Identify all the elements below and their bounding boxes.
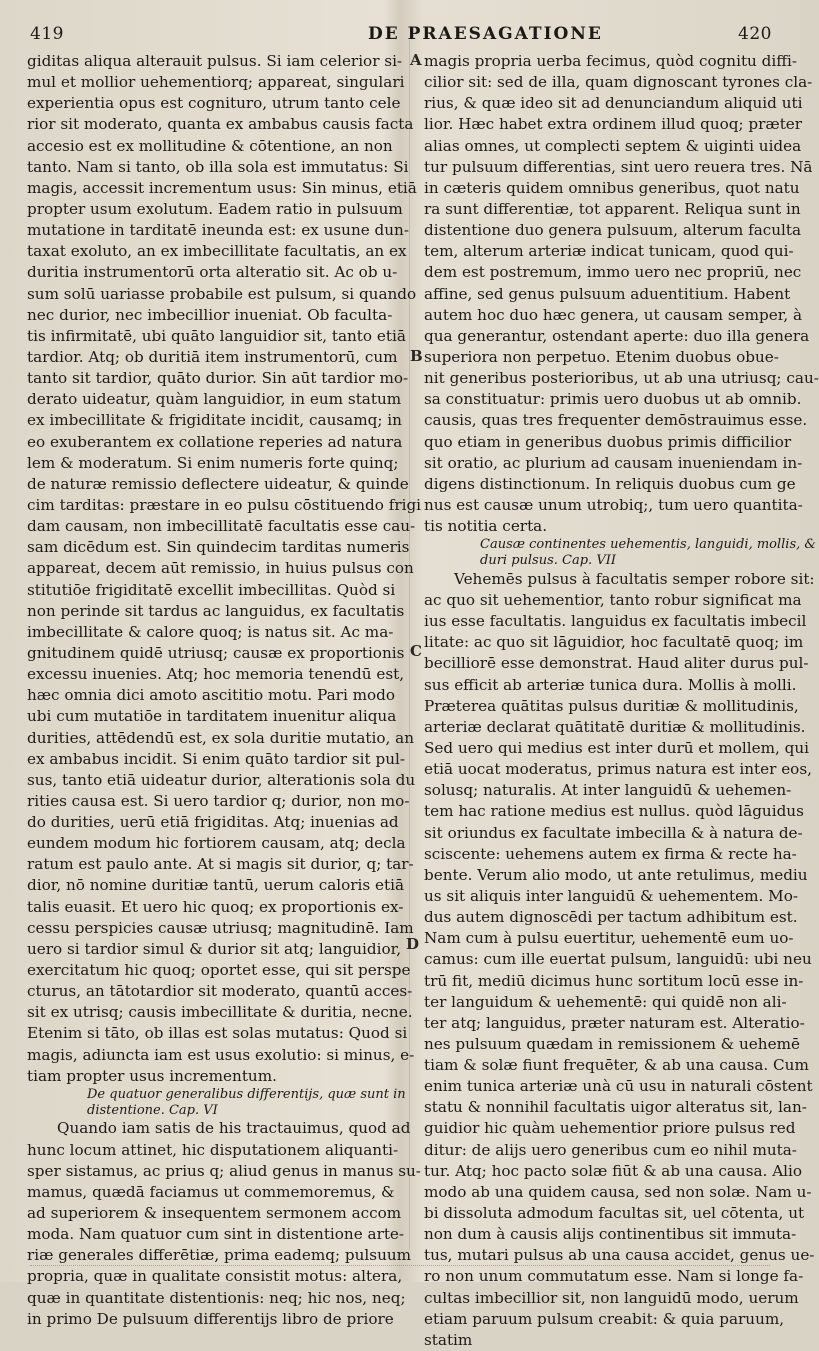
chapter-caption: Causæ continentes uehementis, languidi, mollis, & (480, 537, 816, 553)
text-line: bente. Verum alio modo, ut ante retulimus, mediu (424, 865, 808, 884)
text-line: affine, sed genus pulsuum aduentitium. Habent (424, 284, 791, 303)
text-line: moda. Nam quatuor cum sint in distentione arte- (27, 1225, 405, 1244)
text-line: ter atq; languidus, præter naturam est. Alteratio- (424, 1013, 805, 1032)
bottom-show-through (30, 1265, 770, 1276)
text-line: uero si tardior simul & durior sit atq; languidior, (27, 939, 402, 958)
text-line: de naturæ remissio deflectere uideatur, & quinde (27, 474, 409, 493)
running-header (30, 24, 772, 50)
text-line: bi dissoluta admodum facultas sit, uel cōtenta, ut (424, 1204, 805, 1223)
text-line: tiam & solæ fiunt frequēter, & ab una causa. Cum (424, 1056, 809, 1075)
text-line: becilliorē esse demonstrat. Haud aliter durus pul- (424, 654, 809, 673)
text-line: ad superiorem & insequentem sermonem accom (27, 1204, 402, 1223)
text-line: cilior sit: sed de illa, quam dignoscant tyrones cla- (424, 73, 813, 92)
text-line: cim tarditas: præstare in eo pulsu cōstituendo frigi (27, 495, 422, 514)
text-line: dior, nō nomine duritiæ tantū, uerum caloris etiā (27, 876, 405, 895)
text-line: litate: ac quo sit lāguidior, hoc facultatē quoq; im (424, 633, 804, 652)
text-line: tanto sit tardior, quāto durior. Sin aūt tardior mo- (27, 369, 409, 388)
text-line: statim (424, 1330, 473, 1349)
text-line: ex ambabus incidit. Si enim quāto tardior sit pul- (27, 749, 405, 768)
text-line: imbecillitate & calore quoq; is natus sit. Ac ma- (27, 622, 394, 641)
text-line: tiam propter usus incrementum. (27, 1066, 277, 1085)
running-head-title: DE PRAESAGATIONE (368, 24, 603, 44)
text-line: rius, & quæ ideo sit ad denunciandum aliquid uti (424, 94, 803, 113)
text-line: cessu perspicies causæ utriusq; magnitudinē. Iam (27, 918, 414, 937)
text-line: lior. Hæc habet extra ordinem illud quoq; præter (424, 115, 803, 134)
chapter-caption: De quatuor generalibus differentijs, quæ sunt in (87, 1086, 406, 1102)
text-line: mamus, quædā faciamus ut commemoremus, & (27, 1182, 395, 1201)
chapter-caption: duri pulsus. Cap. VII (480, 553, 616, 569)
text-line: magis, adiuncta iam est usus exolutio: si minus, e- (27, 1045, 415, 1064)
text-line: cultas imbecillior sit, non languidū modo, uerum (424, 1288, 799, 1307)
text-line: camus: cum ille euertat pulsum, languidū: ubi neu (424, 950, 812, 969)
text-line: enim tunica arteriæ unà cū usu in naturali cōstent (424, 1077, 813, 1096)
text-line: dus autem dignoscēdi per tactum adhibitum est. (424, 908, 798, 927)
text-line: in primo De pulsuum differentijs libro de priore (27, 1309, 394, 1328)
text-line: riæ generales differētiæ, prima eademq; pulsuum (27, 1246, 412, 1265)
text-line: causis, quas tres frequenter demōstrauimus esse. (424, 411, 808, 430)
chapter-caption: distentione. Cap. VI (87, 1102, 218, 1118)
text-line: excessu inuenies. Atq; hoc memoria tenendū est, (27, 665, 405, 684)
text-line: sus efficit ab arteriæ tunica dura. Mollis à molli. (424, 675, 797, 694)
text-line: ditur: de alijs uero generibus cum eo nihil muta- (424, 1140, 797, 1159)
margin-letter-a: A (410, 51, 422, 69)
text-line: etiā uocat moderatus, primus natura est inter eos, (424, 760, 812, 779)
text-line: sit oratio, ac plurium ad causam inueniendam in- (424, 453, 803, 472)
text-line: hunc locum attinet, hic disputationem aliquanti- (27, 1140, 399, 1159)
text-line: qua generantur, ostendant aperte: duo illa genera (424, 326, 810, 345)
text-line: nes pulsuum quædam in remissionem & uehemē (424, 1034, 800, 1053)
text-line: Præterea quātitas pulsus duritiæ & mollitudinis, (424, 696, 799, 715)
text-line: nit generibus posterioribus, ut ab una utriusq; cau- (424, 369, 819, 388)
text-line: ac quo sit uehementior, tanto robur significat ma (424, 590, 802, 609)
text-line: sit oriundus ex facultate imbecilla & à natura de- (424, 823, 803, 842)
text-line: ius esse facultatis. languidus ex facultatis imbecil (424, 612, 807, 631)
text-line: stitutiōe frigiditatē excellit imbecillitas. Quòd si (27, 580, 396, 599)
text-line: tus, mutari pulsus ab una causa accidet, genus ue- (424, 1246, 815, 1265)
text-line: sciscente: uehemens autem ex firma & recte ha- (424, 844, 797, 863)
text-line: quo etiam in generibus duobus primis difficilior (424, 432, 792, 451)
text-line: taxat exoluto, an ex imbecillitate facultatis, an ex (27, 242, 407, 261)
text-line: tur pulsuum differentias, sint uero reuera tres. Nā (424, 157, 813, 176)
text-line: tanto. Nam si tanto, ob illa sola est immutatus: Si (27, 157, 409, 176)
text-line: tem hac ratione medius est nullus. quòd lāguidus (424, 802, 804, 821)
text-line: ratum est paulo ante. At si magis sit durior, q; tar- (27, 855, 414, 874)
text-line: sper sistamus, ac prius q; aliud genus in manus su- (27, 1161, 421, 1180)
text-line: dam causam, non imbecillitatē facultatis esse cau- (27, 517, 416, 536)
text-line: do durities, uerū etiā frigiditas. Atq; inuenias ad (27, 813, 399, 832)
text-line: rior sit moderato, quanta ex ambabus causis facta (27, 115, 414, 134)
text-line: Nam cum à pulsu euertitur, uehementē eum uo- (424, 929, 794, 948)
text-line: superiora non perpetuo. Etenim duobus obue- (424, 347, 779, 366)
margin-letter-b: B (410, 347, 423, 365)
text-line: dem est postremum, immo uero nec propriū, nec (424, 263, 802, 282)
text-line: statu & nonnihil facultatis uigor alteratus sit, lan- (424, 1098, 807, 1117)
text-line: trū fit, mediū dicimus hunc sortitum locū esse in- (424, 971, 804, 990)
text-line: ro non unum commutatum esse. Nam si longe fa- (424, 1267, 804, 1286)
text-line: Etenim si tāto, ob illas est solas mutatus: Quod si (27, 1024, 408, 1043)
text-line: Quando iam satis de his tractauimus, quod ad (57, 1119, 411, 1138)
text-line: tem, alterum arteriæ indicat tunicam, quod qui- (424, 242, 794, 261)
margin-letter-c: C (410, 642, 422, 660)
text-line: durities, attēdendū est, ex sola duritie mutatio, an (27, 728, 415, 747)
text-line: giditas aliqua alterauit pulsus. Si iam celerior si- (27, 52, 403, 70)
text-line: sam dicēdum est. Sin quindecim tarditas numeris (27, 538, 410, 557)
text-line: in cæteris quidem omnibus generibus, quot natu (424, 178, 800, 197)
text-line: ter languidum & uehementē: qui quidē non ali- (424, 992, 787, 1011)
text-line: modo ab una quidem causa, sed non solæ. Nam u- (424, 1182, 812, 1201)
text-line: nus est causæ unum utrobiq;, tum uero quantita- (424, 495, 803, 514)
right-text-column (424, 51, 819, 1351)
text-line: rities causa est. Si uero tardior q; durior, non mo- (27, 791, 410, 810)
text-line: alias omnes, ut complecti septem & uiginti uidea (424, 136, 802, 155)
text-line: derato uideatur, quàm languidior, in eum statum (27, 390, 402, 409)
text-line: cturus, an tātotardior sit moderato, quantū acces- (27, 982, 413, 1001)
text-line: hæc omnia dici amoto ascititio motu. Pari modo (27, 686, 396, 705)
text-line: distentione duo genera pulsuum, alterum faculta (424, 221, 802, 240)
text-line: sa constituatur: primis uero duobus ut ab omnib. (424, 390, 802, 409)
page-number-left: 419 (30, 24, 64, 44)
text-line: guidior hic quàm uehementior priore pulsus red (424, 1119, 796, 1138)
text-line: talis euasit. Et uero hic quoq; ex proportionis ex- (27, 897, 404, 916)
text-line: eo exuberantem ex collatione reperies ad natura (27, 432, 403, 451)
text-line: digens distinctionum. In reliquis duobus cum ge (424, 474, 796, 493)
text-line: appareat, decem aūt remissio, in huius pulsus con (27, 559, 414, 578)
text-line: lem & moderatum. Si enim numeris forte quinq; (27, 453, 399, 472)
page-number-right: 420 (738, 24, 772, 44)
text-line: magis, accessit incrementum usus: Sin minus, etiā (27, 178, 417, 197)
text-line: magis propria uerba fecimus, quòd cognitu diffi- (424, 52, 798, 70)
text-line: autem hoc duo hæc genera, ut causam semper, à (424, 305, 803, 324)
text-line: non dum à causis alijs continentibus sit immuta- (424, 1225, 797, 1244)
text-line: gnitudinem quidē utriusq; causæ ex proportionis (27, 643, 405, 662)
text-line: exercitatum hic quoq; oportet esse, qui sit perspe (27, 961, 411, 980)
text-line: Vehemēs pulsus à facultatis semper robore sit: (454, 569, 815, 588)
text-line: propter usum exolutum. Eadem ratio in pulsuum (27, 199, 403, 218)
text-line: sit ex utrisq; causis imbecillitate & duritia, necne. (27, 1003, 413, 1022)
text-line: non perinde sit tardus ac languidus, ex facultatis (27, 601, 405, 620)
text-line: quæ in quantitate distentionis: neq; hic nos, neq; (27, 1288, 406, 1307)
margin-letter-d: D (406, 935, 420, 953)
text-line: sum solū uariasse probabile est pulsum, si quando (27, 284, 417, 303)
text-line: mul et mollior uehementiorq; appareat, singulari (27, 73, 405, 92)
text-line: tis infirmitatē, ubi quāto languidior sit, tanto etiā (27, 326, 406, 345)
text-line: sus, tanto etiā uideatur durior, alterationis sola du (27, 770, 416, 789)
text-line: mutatione in tarditatē ineunda est: ex usune dun- (27, 221, 409, 240)
text-line: ra sunt differentiæ, tot apparent. Reliqua sunt in (424, 199, 801, 218)
text-line: etiam paruum pulsum creabit: & quia paruum, (424, 1309, 785, 1328)
text-line: experientia opus est cogniturο, utrum tanto cele (27, 94, 401, 113)
text-line: ex imbecillitate & frigiditate incidit, causamq; in (27, 411, 402, 430)
text-line: eundem modum hic fortiorem causam, atq; decla (27, 834, 406, 853)
text-line: arteriæ declarat quātitatē duritiæ & mollitudinis. (424, 717, 806, 736)
text-line: tur. Atq; hoc pacto solæ fiūt & ab una causa. Alio (424, 1161, 803, 1180)
text-line: nec durior, nec imbecillior inueniat. Ob faculta- (27, 305, 393, 324)
text-line: tardior. Atq; ob duritiā item instrumentorū, cum (27, 347, 398, 366)
text-line: tis notitia certa. (424, 517, 548, 536)
left-text-column (27, 51, 422, 1330)
text-line: propria, quæ in qualitate consistit motus: altera, (27, 1267, 403, 1286)
text-line: us sit aliquis inter languidū & uehementem. Mo- (424, 886, 798, 905)
text-line: solusq; naturalis. At inter languidū & uehemen- (424, 781, 792, 800)
text-line: Sed uero qui medius est inter durū et mollem, qui (424, 738, 809, 757)
text-line: accesio est ex mollitudine & cōtentione, an non (27, 136, 393, 155)
text-line: ubi cum mutatiōe in tarditatem inuenitur aliqua (27, 707, 397, 726)
text-line: duritia instrumentorū orta alteratio sit. Ac ob u- (27, 263, 398, 282)
